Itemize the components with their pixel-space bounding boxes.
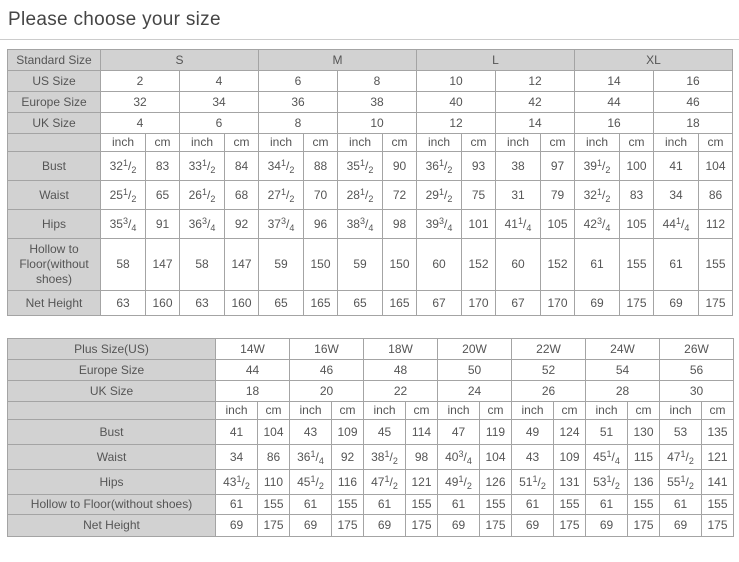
waist-row-cell: $32^1/_2$ [575,181,620,210]
hollow-to-floor-row-cell: 152 [541,239,575,291]
hollow-to-floor-row-cell: 58 [180,239,225,291]
standard-size-table [7,49,733,316]
waist-row-cell: $28^1/_2$ [338,181,383,210]
us-size-row-cell: 4 [180,71,259,92]
bust-row-label: Bust [8,420,216,445]
net-height-row-cell: 69 [586,515,628,537]
hips-row-cell: $51^1/_2$ [512,470,554,495]
bust-row-cell: 51 [586,420,628,445]
europe-size-row [8,360,734,381]
net-height-row-cell: 69 [438,515,480,537]
europe-size-row-cell: 54 [586,360,660,381]
hips-row-cell: $55^1/_2$ [660,470,702,495]
bust-row-cell: 114 [406,420,438,445]
net-height-row-cell: 69 [512,515,554,537]
hips-row-cell: 105 [541,210,575,239]
hips-row-cell: 101 [462,210,496,239]
waist-row-cell: $36^1/_4$ [290,445,332,470]
units-row-cell: cm [620,134,654,152]
waist-row-cell: $45^1/_4$ [586,445,628,470]
hips-row-cell: 110 [258,470,290,495]
hollow-to-floor-row-cell: 61 [290,495,332,515]
waist-row-cell: 115 [628,445,660,470]
net-height-row-cell: 165 [383,291,417,316]
us-size-row-cell: 8 [338,71,417,92]
units-row-cell: cm [462,134,496,152]
units-row-cell: inch [660,402,702,420]
hollow-to-floor-row-cell: 150 [304,239,338,291]
plus-size-row-cell: 16W [290,339,364,360]
net-height-row-cell: 170 [462,291,496,316]
net-height-row-cell: 175 [628,515,660,537]
bust-row [8,152,733,181]
bust-row-cell: $32^1/_2$ [101,152,146,181]
uk-size-row-cell: 6 [180,113,259,134]
standard-size-row-label: Standard Size [8,50,101,71]
bust-row-cell: 93 [462,152,496,181]
us-size-row-cell: 12 [496,71,575,92]
uk-size-row [8,381,734,402]
standard-size-row [8,50,733,71]
bust-row-cell: 97 [541,152,575,181]
uk-size-row-cell: 20 [290,381,364,402]
units-row-label [8,402,216,420]
units-row-cell: inch [512,402,554,420]
europe-size-row-label: Europe Size [8,360,216,381]
hips-row-cell: $49^1/_2$ [438,470,480,495]
net-height-row-cell: 160 [146,291,180,316]
bust-row-cell: 49 [512,420,554,445]
units-row-cell: cm [554,402,586,420]
hollow-to-floor-row-cell: 155 [258,495,290,515]
waist-row-cell: 70 [304,181,338,210]
hips-row-cell: $53^1/_2$ [586,470,628,495]
hips-row-cell: $47^1/_2$ [364,470,406,495]
net-height-row-cell: 69 [216,515,258,537]
uk-size-row-cell: 26 [512,381,586,402]
waist-row-cell: $27^1/_2$ [259,181,304,210]
net-height-row-cell: 67 [417,291,462,316]
bust-row [8,420,734,445]
net-height-row-cell: 175 [480,515,512,537]
bust-row-cell: 100 [620,152,654,181]
hollow-to-floor-row-cell: 61 [438,495,480,515]
units-row-cell: inch [180,134,225,152]
plus-size-row-cell: 14W [216,339,290,360]
net-height-row-cell: 175 [620,291,654,316]
hollow-to-floor-row-cell: 61 [586,495,628,515]
bust-row-cell: $35^1/_2$ [338,152,383,181]
hollow-to-floor-row-cell: 59 [338,239,383,291]
units-row-cell: inch [216,402,258,420]
hollow-to-floor-row-cell: 155 [554,495,586,515]
waist-row-label: Waist [8,181,101,210]
uk-size-row [8,113,733,134]
units-row-cell: inch [654,134,699,152]
net-height-row-label: Net Height [8,515,216,537]
net-height-row-label: Net Height [8,291,101,316]
hips-row-cell: $35^3/_4$ [101,210,146,239]
uk-size-row-cell: 30 [660,381,734,402]
plus-size-row-cell: 20W [438,339,512,360]
units-row-cell: inch [290,402,332,420]
hips-row-cell: $44^1/_4$ [654,210,699,239]
us-size-row [8,71,733,92]
net-height-row-cell: 69 [290,515,332,537]
net-height-row-cell: 175 [699,291,733,316]
net-height-row-cell: 69 [660,515,702,537]
bust-row-cell: 124 [554,420,586,445]
us-size-row-cell: 16 [654,71,733,92]
bust-row-cell: 104 [258,420,290,445]
hips-row-cell: $42^3/_4$ [575,210,620,239]
europe-size-row-cell: 42 [496,92,575,113]
units-row-cell: inch [101,134,146,152]
hollow-to-floor-row-cell: 155 [406,495,438,515]
waist-row-cell: 104 [480,445,512,470]
waist-row [8,181,733,210]
waist-row-cell: 86 [699,181,733,210]
hollow-to-floor-row-cell: 59 [259,239,304,291]
bust-row-cell: 83 [146,152,180,181]
hollow-to-floor-row-cell: 61 [364,495,406,515]
us-size-row-cell: 2 [101,71,180,92]
hips-row-cell: 98 [383,210,417,239]
units-row-cell: inch [496,134,541,152]
bust-row-cell: 135 [702,420,734,445]
waist-row-cell: 65 [146,181,180,210]
europe-size-row-cell: 52 [512,360,586,381]
hollow-to-floor-row-cell: 155 [620,239,654,291]
net-height-row-cell: 165 [304,291,338,316]
uk-size-row-cell: 24 [438,381,512,402]
uk-size-row-cell: 10 [338,113,417,134]
page-title: Please choose your size [8,9,221,30]
bust-row-cell: $39^1/_2$ [575,152,620,181]
plus-size-table [7,338,734,537]
hips-row-cell: $41^1/_4$ [496,210,541,239]
bust-row-cell: 84 [225,152,259,181]
waist-row-cell: $26^1/_2$ [180,181,225,210]
units-row [8,134,733,152]
waist-row-cell: 75 [462,181,496,210]
plus-size-row-cell: 26W [660,339,734,360]
standard-size-row-cell: XL [575,50,733,71]
bust-row-cell: 43 [290,420,332,445]
net-height-row-cell: 175 [332,515,364,537]
bust-row-cell: 38 [496,152,541,181]
bust-row-cell: 45 [364,420,406,445]
hips-row-cell: $43^1/_2$ [216,470,258,495]
hollow-to-floor-row-cell: 155 [480,495,512,515]
units-row-cell: cm [699,134,733,152]
waist-row-cell: 79 [541,181,575,210]
hollow-to-floor-row-cell: 61 [575,239,620,291]
europe-size-row-label: Europe Size [8,92,101,113]
hips-row-cell: 91 [146,210,180,239]
europe-size-row-cell: 40 [417,92,496,113]
hollow-to-floor-row [8,495,734,515]
bust-row-cell: $34^1/_2$ [259,152,304,181]
europe-size-row-cell: 44 [575,92,654,113]
hips-row-cell: 121 [406,470,438,495]
net-height-row-cell: 170 [541,291,575,316]
uk-size-row-cell: 18 [216,381,290,402]
uk-size-row-cell: 16 [575,113,654,134]
units-row-cell: cm [225,134,259,152]
standard-size-row-cell: L [417,50,575,71]
bust-row-cell: 119 [480,420,512,445]
units-row-cell: cm [146,134,180,152]
bust-row-cell: 41 [216,420,258,445]
units-row-cell: inch [417,134,462,152]
waist-row-cell: 86 [258,445,290,470]
units-row-cell: inch [586,402,628,420]
units-row-cell: cm [258,402,290,420]
plus-size-row-cell: 22W [512,339,586,360]
units-row-label [8,134,101,152]
waist-row-cell: $25^1/_2$ [101,181,146,210]
europe-size-row-cell: 48 [364,360,438,381]
standard-size-row-cell: M [259,50,417,71]
net-height-row [8,515,734,537]
net-height-row-cell: 63 [180,291,225,316]
uk-size-row-cell: 14 [496,113,575,134]
net-height-row-cell: 175 [406,515,438,537]
hips-row-cell: 141 [702,470,734,495]
units-row-cell: inch [438,402,480,420]
plus-size-table-container [7,338,739,537]
bust-row-cell: $36^1/_2$ [417,152,462,181]
net-height-row-cell: 69 [654,291,699,316]
uk-size-row-cell: 4 [101,113,180,134]
hips-row [8,470,734,495]
us-size-row-cell: 10 [417,71,496,92]
waist-row [8,445,734,470]
bust-row-cell: 53 [660,420,702,445]
europe-size-row-cell: 34 [180,92,259,113]
waist-row-cell: $29^1/_2$ [417,181,462,210]
hollow-to-floor-row-cell: 155 [702,495,734,515]
units-row-cell: inch [575,134,620,152]
waist-row-cell: 83 [620,181,654,210]
bust-row-cell: 104 [699,152,733,181]
hollow-to-floor-row-cell: 61 [660,495,702,515]
hollow-to-floor-row-cell: 61 [216,495,258,515]
net-height-row-cell: 175 [554,515,586,537]
waist-row-cell: 92 [332,445,364,470]
hollow-to-floor-row-cell: 60 [417,239,462,291]
waist-row-cell: 68 [225,181,259,210]
waist-row-cell: 72 [383,181,417,210]
hips-row-cell: 105 [620,210,654,239]
uk-size-row-cell: 18 [654,113,733,134]
uk-size-row-cell: 12 [417,113,496,134]
title-divider [0,39,739,40]
net-height-row-cell: 69 [364,515,406,537]
hollow-to-floor-row-label: Hollow to Floor(without shoes) [8,239,101,291]
waist-row-cell: 34 [216,445,258,470]
uk-size-row-cell: 28 [586,381,660,402]
hips-row-cell: $36^3/_4$ [180,210,225,239]
net-height-row-cell: 67 [496,291,541,316]
europe-size-row-cell: 46 [654,92,733,113]
europe-size-row-cell: 44 [216,360,290,381]
bust-row-label: Bust [8,152,101,181]
hollow-to-floor-row-cell: 61 [512,495,554,515]
waist-row-cell: $40^3/_4$ [438,445,480,470]
hips-row-cell: 126 [480,470,512,495]
units-row [8,402,734,420]
net-height-row-cell: 65 [338,291,383,316]
hollow-to-floor-row-label: Hollow to Floor(without shoes) [8,495,216,515]
hollow-to-floor-row-cell: 147 [146,239,180,291]
units-row-cell: cm [332,402,364,420]
plus-size-row-label: Plus Size(US) [8,339,216,360]
europe-size-row [8,92,733,113]
net-height-row-cell: 160 [225,291,259,316]
uk-size-row-label: UK Size [8,381,216,402]
bust-row-cell: 47 [438,420,480,445]
hollow-to-floor-row-cell: 58 [101,239,146,291]
units-row-cell: cm [702,402,734,420]
us-size-row-cell: 6 [259,71,338,92]
units-row-cell: inch [364,402,406,420]
waist-row-cell: 109 [554,445,586,470]
units-row-cell: cm [541,134,575,152]
units-row-cell: cm [480,402,512,420]
hips-row-cell: 96 [304,210,338,239]
hips-row-cell: 92 [225,210,259,239]
waist-row-cell: 121 [702,445,734,470]
hips-row-label: Hips [8,470,216,495]
standard-size-row-cell: S [101,50,259,71]
net-height-row-cell: 65 [259,291,304,316]
europe-size-row-cell: 32 [101,92,180,113]
bust-row-cell: 109 [332,420,364,445]
waist-row-cell: 43 [512,445,554,470]
hips-row-cell: $45^1/_2$ [290,470,332,495]
units-row-cell: cm [383,134,417,152]
waist-row-cell: 31 [496,181,541,210]
net-height-row-cell: 175 [702,515,734,537]
waist-row-cell: $38^1/_2$ [364,445,406,470]
plus-size-row-cell: 24W [586,339,660,360]
units-row-cell: inch [259,134,304,152]
europe-size-row-cell: 56 [660,360,734,381]
waist-row-cell: $47^1/_2$ [660,445,702,470]
bust-row-cell: 41 [654,152,699,181]
hollow-to-floor-row-cell: 150 [383,239,417,291]
bust-row-cell: 90 [383,152,417,181]
uk-size-row-label: UK Size [8,113,101,134]
hollow-to-floor-row-cell: 155 [332,495,364,515]
hips-row-cell: 131 [554,470,586,495]
hips-row [8,210,733,239]
plus-size-row-cell: 18W [364,339,438,360]
bust-row-cell: $33^1/_2$ [180,152,225,181]
hips-row-label: Hips [8,210,101,239]
uk-size-row-cell: 22 [364,381,438,402]
uk-size-row-cell: 8 [259,113,338,134]
europe-size-row-cell: 50 [438,360,512,381]
hips-row-cell: $39^3/_4$ [417,210,462,239]
net-height-row [8,291,733,316]
bust-row-cell: 88 [304,152,338,181]
us-size-row-cell: 14 [575,71,654,92]
europe-size-row-cell: 46 [290,360,364,381]
units-row-cell: cm [304,134,338,152]
units-row-cell: cm [406,402,438,420]
europe-size-row-cell: 36 [259,92,338,113]
hips-row-cell: $37^3/_4$ [259,210,304,239]
hips-row-cell: $38^3/_4$ [338,210,383,239]
units-row-cell: cm [628,402,660,420]
hips-row-cell: 136 [628,470,660,495]
europe-size-row-cell: 38 [338,92,417,113]
hollow-to-floor-row-cell: 155 [628,495,660,515]
hips-row-cell: 116 [332,470,364,495]
waist-row-cell: 98 [406,445,438,470]
net-height-row-cell: 69 [575,291,620,316]
hollow-to-floor-row [8,239,733,291]
bust-row-cell: 130 [628,420,660,445]
hollow-to-floor-row-cell: 155 [699,239,733,291]
plus-size-row [8,339,734,360]
hollow-to-floor-row-cell: 152 [462,239,496,291]
units-row-cell: inch [338,134,383,152]
hollow-to-floor-row-cell: 147 [225,239,259,291]
us-size-row-label: US Size [8,71,101,92]
net-height-row-cell: 175 [258,515,290,537]
waist-row-cell: 34 [654,181,699,210]
net-height-row-cell: 63 [101,291,146,316]
hips-row-cell: 112 [699,210,733,239]
hollow-to-floor-row-cell: 60 [496,239,541,291]
standard-size-table-container [7,49,739,316]
waist-row-label: Waist [8,445,216,470]
hollow-to-floor-row-cell: 61 [654,239,699,291]
